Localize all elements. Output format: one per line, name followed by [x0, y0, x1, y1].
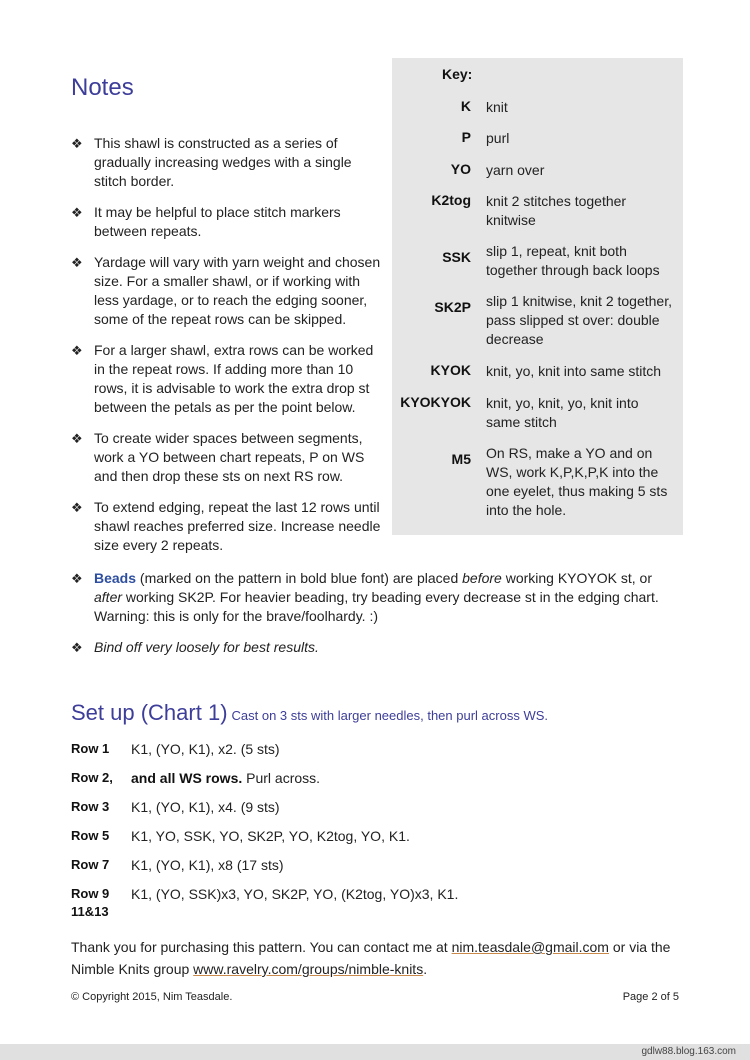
key-abbr: K2tog — [431, 192, 471, 208]
key-definition: knit — [486, 99, 508, 115]
page-number: Page 2 of 5 — [622, 991, 679, 1003]
row-instructions — [131, 769, 691, 787]
diamond-bullet-icon: ❖ — [71, 255, 83, 270]
row-instructions: K1, YO, SSK, YO, SK2P, YO, K2tog, YO, K1. — [131, 828, 410, 844]
row-instructions: K1, (YO, K1), x2. (5 sts) — [131, 741, 280, 757]
diamond-bullet-icon: ❖ — [71, 136, 83, 151]
key-abbr: M5 — [451, 451, 471, 467]
email-link[interactable]: nim.teasdale@gmail.com — [451, 939, 609, 955]
key-abbr: SSK — [442, 249, 471, 265]
row-label: Row 9 — [71, 886, 110, 901]
key-abbr: K — [460, 98, 471, 114]
thanks-text: . — [423, 961, 428, 977]
key-definition: slip 1 knitwise, knit 2 together, pass slipped st over: double decrease — [486, 293, 672, 347]
key-title: Key: — [442, 66, 473, 82]
key-definition: slip 1, repeat, knit both together through back loops — [486, 243, 660, 278]
key-abbr: YO — [450, 161, 471, 177]
diamond-bullet-icon: ❖ — [71, 500, 83, 515]
list-item — [71, 341, 381, 417]
list-item — [71, 253, 381, 329]
thanks-text: Thank you for purchasing this pattern. You can contact me at — [71, 939, 452, 955]
list-item — [71, 203, 381, 241]
note-text: Yardage will vary with yarn weight and chosen size. For a smaller shawl, or if working with less yardage, or to reach the edging sooner, some of the repeat rows can be skipped. — [94, 254, 381, 327]
setup-subtitle: Cast on 3 sts with larger needles, then purl across WS. — [231, 708, 548, 723]
row-instructions: K1, (YO, SSK)x3, YO, SK2P, YO, (K2tog, YO)x3, K1. — [131, 886, 459, 902]
key-definition: On RS, make a YO and on WS, work K,P,K,P,K into the one eyelet, thus making 5 sts into the hole. — [486, 445, 668, 518]
key-definition: knit, yo, knit, yo, knit into same stitch — [486, 395, 639, 430]
notes-heading: Notes — [71, 74, 134, 101]
bind-off-note: Bind off very loosely for best results. — [94, 639, 319, 655]
copyright: © Copyright 2015, Nim Teasdale. — [71, 991, 233, 1003]
list-item — [71, 638, 671, 657]
key-definition: knit 2 stitches together knitwise — [486, 193, 627, 228]
row-label: Row 3 — [71, 799, 110, 814]
row-label-continued: 11&13 — [71, 904, 109, 919]
row-text: Purl across. — [242, 770, 321, 786]
setup-title: Set up (Chart 1) — [71, 700, 228, 725]
watermark-bar — [0, 1044, 750, 1060]
row-instructions: K1, (YO, K1), x8 (17 sts) — [131, 857, 284, 873]
beads-emphasis: after — [94, 589, 123, 605]
row-bold-text: and all WS rows. — [131, 770, 243, 786]
list-item — [71, 429, 381, 486]
list-item — [71, 569, 671, 626]
note-text: This shawl is constructed as a series of gradually increasing wedges with a single stitch border. — [94, 135, 352, 189]
ravelry-group-link[interactable]: www.ravelry.com/groups/nimble-knits — [193, 961, 424, 977]
row-instructions: K1, (YO, K1), x4. (9 sts) — [131, 799, 280, 815]
note-text: It may be helpful to place stitch markers between repeats. — [94, 204, 341, 239]
row-label: Row 7 — [71, 857, 110, 872]
diamond-bullet-icon: ❖ — [71, 571, 83, 586]
list-item — [71, 498, 381, 555]
diamond-bullet-icon: ❖ — [71, 205, 83, 220]
key-abbr: SK2P — [434, 299, 471, 315]
setup-heading — [71, 699, 548, 727]
note-text: For a larger shawl, extra rows can be worked in the repeat rows. If adding more than 10 rows, it is advisable to work the extra drop st between the petals as per the point below. — [94, 342, 374, 415]
note-text: To extend edging, repeat the last 12 rows until shawl reaches preferred size. Increase needle size every 2 repeats. — [94, 499, 381, 553]
diamond-bullet-icon: ❖ — [71, 431, 83, 446]
beads-text: working KYOYOK st, or — [501, 570, 652, 586]
beads-label: Beads — [94, 570, 137, 586]
key-definition: knit, yo, knit into same stitch — [486, 363, 662, 379]
notes-list — [71, 134, 381, 555]
stitch-key-box — [392, 58, 683, 535]
beads-note — [94, 570, 659, 624]
beads-text: working SK2P. For heavier beading, try beading every decrease st in the edging chart. Warning: this is only for the brave/foolhardy. :) — [94, 589, 659, 624]
thank-you-note — [71, 936, 691, 980]
key-abbr: KYOK — [430, 362, 471, 378]
diamond-bullet-icon: ❖ — [71, 640, 83, 655]
beads-emphasis: before — [462, 570, 502, 586]
watermark: gdlw88.blog.163.com — [641, 1046, 736, 1057]
key-definition: purl — [486, 130, 510, 146]
row-label: Row 1 — [71, 741, 110, 756]
key-abbr: P — [461, 129, 471, 145]
note-text: To create wider spaces between segments, work a YO between chart repeats, P on WS and then drop these sts on next RS row. — [94, 430, 365, 484]
diamond-bullet-icon: ❖ — [71, 343, 83, 358]
row-label: Row 2, — [71, 770, 113, 785]
row-label: Row 5 — [71, 828, 110, 843]
beads-text: (marked on the pattern in bold blue font) are placed — [136, 570, 463, 586]
key-abbr: KYOKYOK — [400, 394, 471, 410]
extra-notes-list — [71, 569, 671, 657]
key-definition: yarn over — [486, 162, 545, 178]
thanks-text: or via the Nimble Knits group — [71, 939, 671, 977]
list-item — [71, 134, 381, 191]
